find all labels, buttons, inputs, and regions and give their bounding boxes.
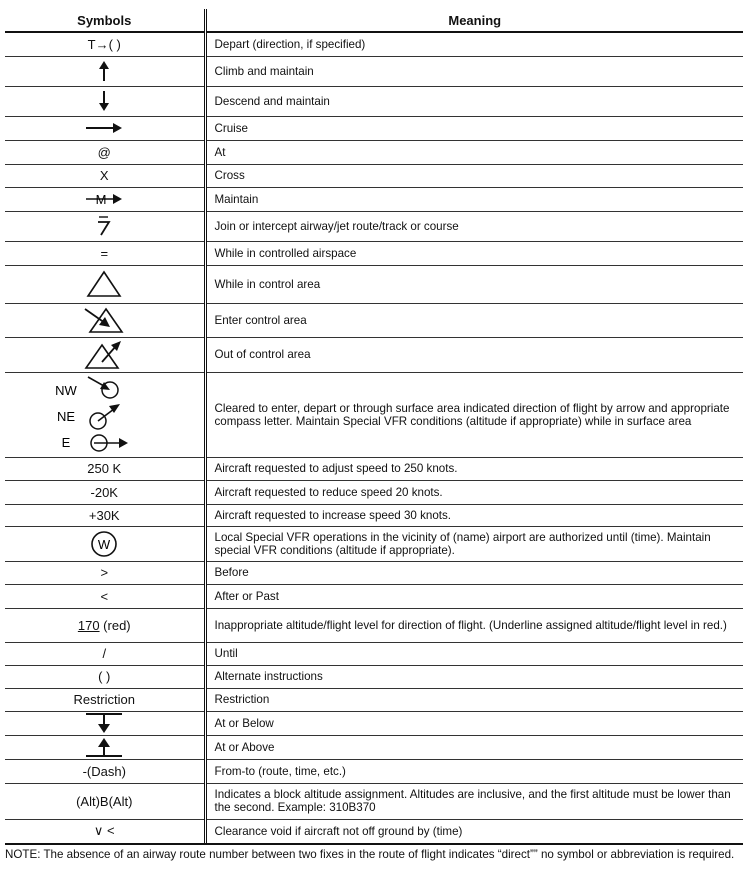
table-row (5, 265, 743, 303)
meaning-cell: Inappropriate altitude/flight level for direction of flight. (Underline assigned altitude/flight level in red.) (205, 608, 743, 642)
meaning-cell: Climb and maintain (205, 56, 743, 86)
meaning-cell: While in controlled airspace (205, 241, 743, 265)
table-row (5, 642, 743, 665)
maintain-m-letter: M (95, 192, 107, 206)
table-header-row (5, 9, 743, 32)
ne-label: NE (57, 408, 76, 424)
table-row (5, 480, 743, 504)
table-row (5, 86, 743, 116)
symbol-cell (5, 211, 205, 241)
symbol-cell: 250 K (5, 457, 205, 480)
arrow-down-icon (94, 90, 114, 112)
symbol-cell: +30K (5, 504, 205, 526)
table-row (5, 759, 743, 783)
meaning-cell: Join or intercept airway/jet route/track or course (205, 211, 743, 241)
table-row (5, 735, 743, 759)
meaning-cell: At or Below (205, 711, 743, 735)
symbol-cell (5, 526, 205, 561)
symbol-cell: -(Dash) (5, 759, 205, 783)
join-intercept-icon (94, 215, 114, 237)
meaning-cell: After or Past (205, 584, 743, 608)
symbol-cell (5, 86, 205, 116)
maintain-arrow-icon (84, 192, 124, 206)
table-row (5, 164, 743, 187)
symbol-cell (5, 56, 205, 86)
table-row (5, 56, 743, 86)
meaning-cell: Cruise (205, 116, 743, 140)
table-row (5, 187, 743, 211)
depart-symbol: T→( ) (87, 36, 121, 52)
meaning-cell: Cross (205, 164, 743, 187)
symbol-cell (5, 372, 205, 457)
meaning-cell: Descend and maintain (205, 86, 743, 116)
meaning-cell: Alternate instructions (205, 665, 743, 688)
arrow-right-icon (84, 122, 124, 134)
meaning-cell: Indicates a block altitude assignment. Altitudes are inclusive, and the first altitude must be lower than the second. Example: 310B370 (205, 783, 743, 819)
table-row (5, 32, 743, 56)
meaning-cell: Out of control area (205, 337, 743, 372)
meaning-cell: While in control area (205, 265, 743, 303)
red-note: (red) (99, 617, 131, 633)
table-row (5, 819, 743, 843)
symbol-cell: Restriction (5, 688, 205, 711)
meaning-column-header: Meaning (205, 9, 743, 32)
symbol-cell: @ (5, 140, 205, 164)
table-bottom-rule (5, 843, 743, 845)
table-row (5, 372, 743, 457)
meaning-cell: Enter control area (205, 303, 743, 337)
meaning-cell: Restriction (205, 688, 743, 711)
at-or-below-icon (82, 712, 126, 734)
symbols-table (5, 9, 743, 843)
table-row (5, 140, 743, 164)
symbol-cell (5, 32, 205, 56)
table-row (5, 457, 743, 480)
table-row (5, 665, 743, 688)
meaning-cell: From-to (route, time, etc.) (205, 759, 743, 783)
circled-w-icon (89, 529, 119, 559)
symbol-cell: X (5, 164, 205, 187)
table-row (5, 783, 743, 819)
table-row (5, 526, 743, 561)
symbol-cell: / (5, 642, 205, 665)
symbol-cell (5, 337, 205, 372)
e-label: E (61, 434, 71, 450)
meaning-cell: Aircraft requested to increase speed 30 knots. (205, 504, 743, 526)
symbol-cell (5, 608, 205, 642)
meaning-cell: Aircraft requested to adjust speed to 250 knots. (205, 457, 743, 480)
arrow-up-icon (94, 60, 114, 82)
symbol-cell: < (5, 584, 205, 608)
table-row (5, 584, 743, 608)
symbol-cell: ( ) (5, 665, 205, 688)
table-row (5, 211, 743, 241)
symbol-cell (5, 303, 205, 337)
symbol-cell (5, 711, 205, 735)
symbols-column-header: Symbols (5, 9, 205, 32)
meaning-cell: At (205, 140, 743, 164)
symbol-cell: = (5, 241, 205, 265)
meaning-cell: Maintain (205, 187, 743, 211)
meaning-cell: Before (205, 561, 743, 584)
at-or-above-icon (82, 736, 126, 758)
footnote: NOTE: The absence of an airway route number between two fixes in the route of flight indicates “direct”” no symbol or abbreviation is required. (5, 848, 735, 861)
w-letter: W (98, 536, 111, 552)
triangle-out-icon (82, 340, 126, 370)
table-row (5, 608, 743, 642)
meaning-cell: Clearance void if aircraft not off ground by (time) (205, 819, 743, 843)
symbol-cell: > (5, 561, 205, 584)
table-row (5, 711, 743, 735)
meaning-cell: Cleared to enter, depart or through surface area indicated direction of flight by arrow and appropriate compass letter. Maintain Special VFR conditions (altitude if appropriate) while in surface area (205, 372, 743, 457)
meaning-cell: Depart (direction, if specified) (214, 37, 366, 51)
nw-label: NW (55, 382, 78, 398)
table-row (5, 337, 743, 372)
table-row (5, 504, 743, 526)
symbol-cell (5, 735, 205, 759)
symbol-cell (5, 187, 205, 211)
meaning-cell: Aircraft requested to reduce speed 20 knots. (205, 480, 743, 504)
meaning-cell: Until (205, 642, 743, 665)
symbol-cell (5, 116, 205, 140)
symbol-cell: (Alt)B(Alt) (5, 783, 205, 819)
symbol-cell (5, 265, 205, 303)
table-row (5, 303, 743, 337)
triangle-enter-icon (82, 305, 126, 335)
triangle-icon (84, 269, 124, 299)
meaning-cell: At or Above (205, 735, 743, 759)
table-row (5, 561, 743, 584)
meaning-cell: Local Special VFR operations in the vicinity of (name) airport are authorized until (time). Maintain special VFR conditions (altitude if appropriate). (205, 526, 743, 561)
underlined-altitude: 170 (77, 617, 100, 633)
table-row (5, 116, 743, 140)
symbol-cell: ∨ < (5, 819, 205, 843)
symbol-cell: -20K (5, 480, 205, 504)
table-row (5, 688, 743, 711)
table-row (5, 241, 743, 265)
circle-arrow-icons (44, 375, 164, 455)
